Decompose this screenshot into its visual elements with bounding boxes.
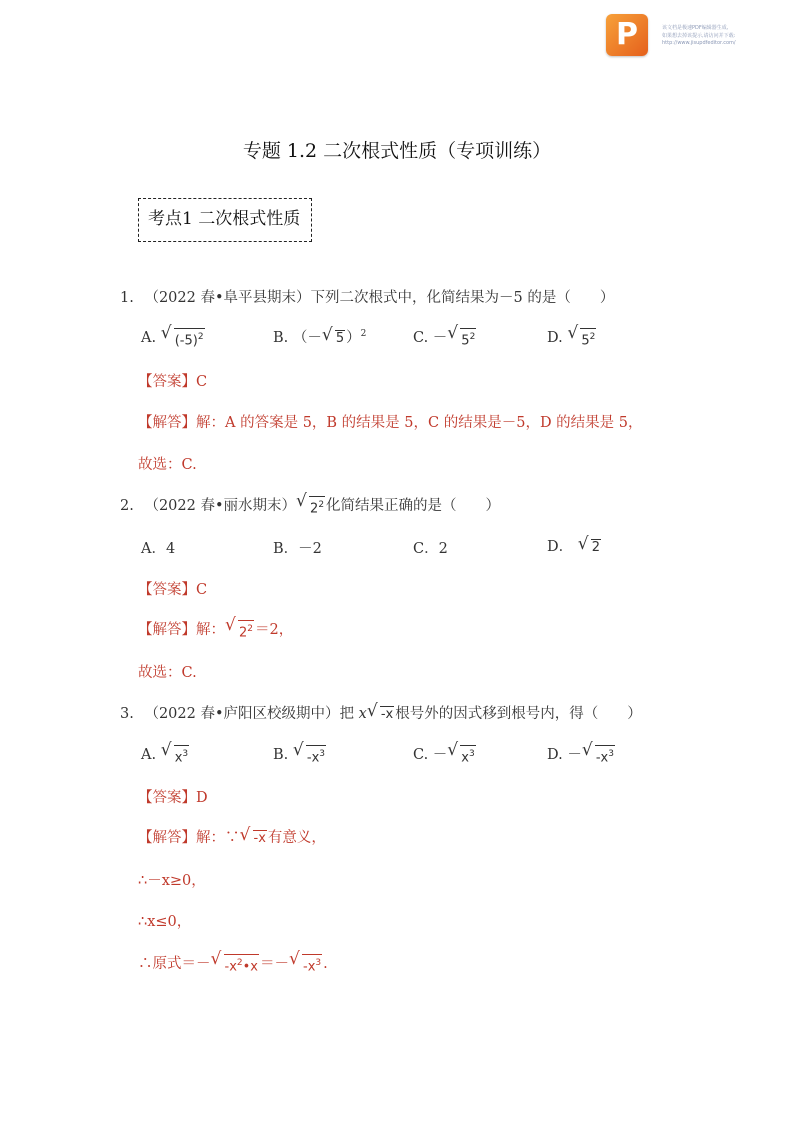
question-1-option-a: [141, 326, 206, 350]
question-3-stem: 3. （2022 春•庐阳区校级期中）把 x√ -x 根号外的因式移到根号内，得（ ）: [120, 702, 642, 724]
question-text: （2022 春•阜平县期末）下列二次根式中，化简结果为－5 的是（ ）: [144, 290, 615, 306]
question-2-option-c: C．2: [413, 541, 448, 557]
question-1-choice: 故选：C.: [138, 457, 197, 473]
question-1-analysis: [138, 411, 643, 432]
question-text-pre: （2022 春•庐阳区校级期中）把: [144, 706, 359, 722]
pdf-logo: [606, 14, 648, 56]
sqrt-expression: √ 2: [578, 537, 602, 557]
analysis-text: ＝2，: [255, 622, 294, 639]
question-3-option-b: [273, 743, 327, 767]
option-label: D．: [547, 539, 574, 555]
question-text-post: 化简结果正确的是（ ）: [326, 498, 501, 515]
sqrt-expression: √ $5^2$: [447, 326, 477, 350]
question-number: 1.: [120, 290, 134, 306]
sqrt-expression: √ $2^2$: [296, 494, 326, 518]
question-2-option-a: A．4: [141, 541, 176, 557]
question-text-post: 根号外的因式移到根号内，得（ ）: [395, 706, 642, 722]
question-number: 3.: [120, 706, 134, 722]
option-label: D.: [547, 747, 563, 764]
sqrt-expression: √ $x^3$: [447, 743, 476, 767]
sqrt-expression: √ $-x^3$: [582, 743, 616, 767]
question-text-pre: （2022 春•丽水期末）: [144, 498, 297, 515]
sqrt-expression: √ $-x^2•x$: [211, 952, 261, 976]
option-label: A.: [141, 747, 157, 764]
question-3-option-d: D. －√ $-x^3$: [547, 743, 616, 767]
analysis-text: A 的答案是 5，B 的结果是 5，C 的结果是－5，D 的结果是 5，: [225, 415, 643, 431]
analysis-label: 【解答】解：: [138, 622, 225, 639]
question-3-option-c: C. －√ $x^3$: [413, 743, 477, 767]
question-3-step-1: ∴－x≥0，: [138, 873, 206, 889]
question-2-choice: 故选：C.: [138, 665, 197, 681]
option-label: A.: [141, 330, 157, 347]
sqrt-expression: √ $-x^3$: [293, 743, 327, 767]
question-2-option-b: B．－2: [273, 541, 322, 557]
question-3-step-3: ∴原式＝－√ $-x^2•x$ ＝－√ $-x^3$ .: [138, 952, 328, 976]
option-label: C.: [413, 330, 429, 347]
question-3-step-2: ∴x≤0，: [138, 914, 192, 930]
option-label: B.: [273, 330, 289, 346]
question-3-analysis: [138, 826, 326, 848]
analysis-label: 【解答】解：∵: [138, 830, 240, 846]
question-1-option-b: B. （－√ 5 ）$^2$: [273, 326, 366, 348]
page-title: 专题 1.2 二次根式性质（专项训练）: [242, 140, 552, 162]
watermark-line-3: http://www.jisupdfeditor.com/: [662, 40, 736, 46]
analysis-text: 有意义，: [267, 830, 326, 846]
question-1-option-c: C. －√ $5^2$: [413, 326, 477, 350]
question-2-stem: [120, 494, 500, 518]
question-2-option-d: [547, 535, 602, 557]
step-text-mid: ＝－: [260, 956, 289, 973]
option-label: B.: [273, 747, 289, 764]
option-label: C.: [413, 747, 429, 764]
sqrt-expression: √ $x^3$: [161, 743, 190, 767]
question-number: 2.: [120, 498, 134, 515]
question-3-option-a: [141, 743, 190, 767]
sqrt-expression: √ $2^2$: [225, 618, 255, 642]
question-1-answer: 【答案】C: [138, 374, 208, 390]
section-heading: 考点1 二次根式性质: [138, 198, 312, 242]
logo-letter: P: [616, 17, 638, 52]
sqrt-expression: √ 5: [322, 328, 346, 348]
analysis-label: 【解答】解：: [138, 415, 225, 431]
question-2-answer: 【答案】C: [138, 582, 208, 598]
question-1-option-d: [547, 326, 597, 350]
sqrt-expression: √ $(-5)^2$: [161, 326, 206, 350]
question-2-analysis: [138, 618, 293, 642]
option-label: D.: [547, 330, 563, 347]
sqrt-expression: √ $-x^3$: [289, 952, 323, 976]
watermark-line-1: 该文档是极速PDF编辑器生成,: [662, 25, 729, 31]
sqrt-expression: √ -x: [240, 828, 268, 848]
sqrt-expression: √ $5^2$: [567, 326, 597, 350]
step-text-pre: ∴原式＝－: [138, 956, 211, 973]
question-3-answer: 【答案】D: [138, 790, 208, 806]
sqrt-expression: √ -x: [367, 704, 395, 724]
watermark-line-2: 如果想去掉该提示,请访问并下载:: [662, 33, 736, 39]
question-1-stem: [120, 286, 614, 307]
